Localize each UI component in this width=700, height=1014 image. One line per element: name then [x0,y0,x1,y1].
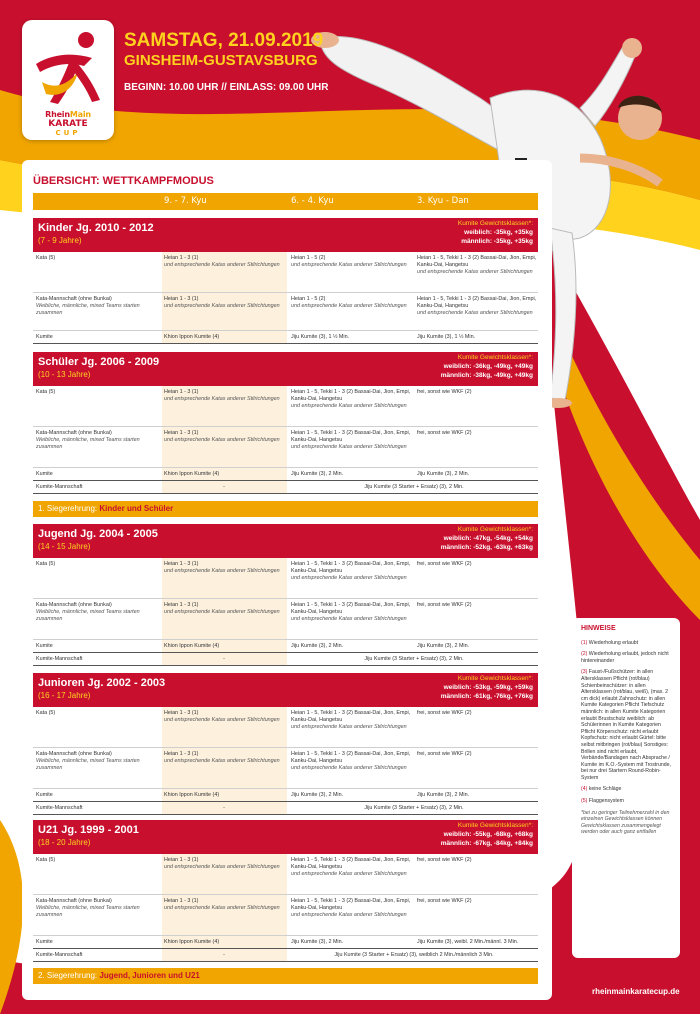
kyu-3-dan-cell: frei, sonst wie WKF (2) [417,898,472,904]
table-row [33,789,538,802]
weight-classes-male: männlich: -52kg, -63kg, +63kg [440,544,533,551]
team-kumite-row [33,802,538,815]
kyu-6-4-cell: Jiju Kumite (3), 2 Min. [291,471,344,477]
kyu-6-4-cell: Jiju Kumite (3), 2 Min. [291,643,344,649]
weight-classes-female: weiblich: -55kg, -68kg, +68kg [443,831,533,838]
kyu-9-7-cell: Heian 1 - 3 (1) und entsprechende Katas anderer Stilrichtungen [164,561,280,574]
kyu-9-7-cell: Khion Ippon Kumite (4) [164,792,220,798]
kyu-6-4-cell: Heian 1 - 5 (2) und entsprechende Katas anderer Stilrichtungen [291,296,407,309]
weight-classes-female: weiblich: -35kg, +35kg [464,229,533,236]
team-kumite-rule: Jiju Kumite (3 Starter + Ersatz) (3), 2 Min. [364,805,464,811]
ceremony-1: 1. Siegerehrung: Kinder und Schüler [33,501,538,517]
table-row [33,707,538,748]
overview-title: ÜBERSICHT: WETTKAMPFMODUS [33,175,214,187]
kyu-6-4-cell: Heian 1 - 5, Tekki 1 - 3 (2) Bassai-Dai, Jion, Empi, Kanku-Dai, Hangetsu und entsprechende Katas anderer Stilrichtungen [291,561,411,581]
kyu-6-4-cell: Heian 1 - 5, Tekki 1 - 3 (2) Bassai-Dai, Jion, Empi, Kanku-Dai, Hangetsu und entsprechende Katas anderer Stilrichtungen [291,857,411,877]
discipline-cell: Kumite-Mannschaft [36,952,83,958]
discipline-cell: Kata-Mannschaft (ohne Bunkai) Weibliche, männliche, mixed Teams starten zusammen [36,751,140,771]
discipline-cell: Kumite [36,643,53,649]
kyu-9-7-cell: Heian 1 - 3 (1) und entsprechende Katas anderer Stilrichtungen [164,898,280,911]
kyu-3-dan-cell: frei, sonst wie WKF (2) [417,561,472,567]
ceremony-1-groups: Kinder und Schüler [99,504,174,513]
table-row [33,854,538,895]
age-group-header [33,218,538,252]
age-group-name: Kinder Jg. 2010 - 2012 [38,222,154,234]
table-row [33,895,538,936]
age-group-block [33,524,538,666]
note-4: (4) keine Schläge [581,786,622,793]
discipline-cell: Kumite [36,939,53,945]
table-row [33,468,538,481]
level-col-3: 3. Kyu - Dan [417,196,469,206]
weight-classes-title: Kumite Gewichtsklassen*: [457,354,533,361]
discipline-cell: Kumite [36,334,53,340]
age-group-block [33,218,538,344]
kyu-3-dan-cell: frei, sonst wie WKF (2) [417,857,472,863]
discipline-cell: Kumite [36,792,53,798]
note-5: (5) Flaggensystem [581,798,624,805]
age-group-block [33,673,538,815]
team-kyu-9-7-cell: - [223,484,225,490]
age-group-age: (18 - 20 Jahre) [38,838,91,847]
age-group-age: (16 - 17 Jahre) [38,691,91,700]
kyu-3-dan-cell: Jiju Kumite (3), 2 Min. [417,643,470,649]
weight-classes-male: männlich: -61kg, -76kg, +76kg [440,693,533,700]
kyu-6-4-cell: Jiju Kumite (3), 2 Min. [291,792,344,798]
note-1: (1) Wiederholung erlaubt [581,639,639,646]
team-kumite-row [33,481,538,494]
kyu-3-dan-cell: Jiju Kumite (3), 1 ½ Min. [417,334,476,340]
kyu-3-dan-cell: Jiju Kumite (3), 2 Min. [417,792,470,798]
team-kyu-9-7-cell: - [223,656,225,662]
note-2: (2) Wiederholung erlaubt, jedoch nicht hintereinander [581,651,669,664]
kyu-9-7-cell: Heian 1 - 3 (1) und entsprechende Katas anderer Stilrichtungen [164,255,280,268]
kyu-9-7-cell: Heian 1 - 3 (1) und entsprechende Katas anderer Stilrichtungen [164,710,280,723]
team-kumite-rule: Jiju Kumite (3 Starter + Ersatz) (3), 2 Min. [364,484,464,490]
age-group-name: Schüler Jg. 2006 - 2009 [38,356,160,368]
weight-classes-male: männlich: -67kg, -84kg, +84kg [440,840,533,847]
team-kumite-row [33,653,538,666]
note-3: (3) Faust-/Fußschützer: in allen Altersklassen Pflicht (rot/blau) Schienbeinschützer: in allen Altersklassen (rot/blau, weiß), (max. 2 cm dick) erlaubt Zahnschutz: in allen Kumite Kategorien Pflicht Tiefschutz männlich: in allen Kumite Kategorien erlaubt Brustschutz weiblich: ab Schülerinnen in Kumite Kategorien Pflicht Körperschutz: nicht erlaubt Kopfschutz: nicht erlaubt Gürtel: bitte selbst mitbringen (rot/blau) Sonstiges: Brillen sind nicht erlaubt, Verbände/Bandagen nach Absprache / Kumite im K.O.-System mit Trostrunde, bei nur drei Startern Round-Robin-System [581,669,671,781]
table-row [33,252,538,293]
discipline-cell: Kata (5) [36,857,56,863]
table-row [33,936,538,949]
kyu-9-7-cell: Khion Ippon Kumite (4) [164,471,220,477]
weight-classes-female: weiblich: -36kg, -49kg, +49kg [443,363,533,370]
kyu-6-4-cell: Heian 1 - 5, Tekki 1 - 3 (2) Bassai-Dai, Jion, Empi, Kanku-Dai, Hangetsu und entsprechende Katas anderer Stilrichtungen [291,751,411,771]
weight-classes-female: weiblich: -53kg, -59kg, +59kg [443,684,533,691]
website-url[interactable]: rheinmainkaratecup.de [592,987,680,996]
weight-classes-female: weiblich: -47kg, -54kg, +54kg [443,535,533,542]
kyu-6-4-cell: Jiju Kumite (3), 1 ½ Min. [291,334,350,340]
note-footnote: *bei zu geringer Teilnehmerzahl in den einzelnen Gewichtsklassen können Gewichtsklassen zusammengelegt werden oder auch ganz entfallen [581,809,670,836]
kyu-6-4-cell: Heian 1 - 5, Tekki 1 - 3 (2) Bassai-Dai, Jion, Empi, Kanku-Dai, Hangetsu und entsprechende Katas anderer Stilrichtungen [291,710,411,730]
ceremony-2-groups: Jugend, Junioren und U21 [99,971,200,980]
age-group-age: (7 - 9 Jahre) [38,236,82,245]
event-date: SAMSTAG, 21.09.2019 [124,30,324,51]
discipline-cell: Kumite-Mannschaft [36,805,83,811]
logo-karate: KARATE [48,119,88,129]
logo-figure-icon [22,24,114,112]
age-group-header [33,524,538,558]
logo-rhein: Rhein [45,110,70,119]
kyu-6-4-cell: Heian 1 - 5, Tekki 1 - 3 (2) Bassai-Dai, Jion, Empi, Kanku-Dai, Hangetsu und entsprechende Katas anderer Stilrichtungen [291,602,411,622]
age-group-age: (10 - 13 Jahre) [38,370,91,379]
notes-title: HINWEISE [581,625,616,632]
kyu-6-4-cell: Heian 1 - 5, Tekki 1 - 3 (2) Bassai-Dai, Jion, Empi, Kanku-Dai, Hangetsu und entsprechende Katas anderer Stilrichtungen [291,898,411,918]
discipline-cell: Kata-Mannschaft (ohne Bunkai) Weibliche, männliche, mixed Teams starten zusammen [36,296,140,316]
age-group-age: (14 - 15 Jahre) [38,542,91,551]
kyu-9-7-cell: Heian 1 - 3 (1) und entsprechende Katas anderer Stilrichtungen [164,389,280,402]
notes-box [572,618,680,958]
discipline-cell: Kata (5) [36,561,56,567]
level-header-bar [33,193,538,210]
event-header [124,30,329,95]
kyu-6-4-cell: Jiju Kumite (3), 2 Min. [291,939,344,945]
kyu-9-7-cell: Heian 1 - 3 (1) und entsprechende Katas anderer Stilrichtungen [164,857,280,870]
age-group-header [33,820,538,854]
kyu-3-dan-cell: frei, sonst wie WKF (2) [417,751,472,757]
kyu-3-dan-cell: frei, sonst wie WKF (2) [417,430,472,436]
kyu-6-4-cell: Heian 1 - 5, Tekki 1 - 3 (2) Bassai-Dai, Jion, Empi, Kanku-Dai, Hangetsu und entsprechende Katas anderer Stilrichtungen [291,430,411,450]
weight-classes-title: Kumite Gewichtsklassen*: [457,822,533,829]
table-row [33,293,538,331]
kyu-3-dan-cell: frei, sonst wie WKF (2) [417,710,472,716]
kyu-3-dan-cell: Jiju Kumite (3), 2 Min. [417,471,470,477]
team-kumite-row [33,949,538,962]
kyu-6-4-cell: Heian 1 - 5 (2) und entsprechende Katas anderer Stilrichtungen [291,255,407,268]
discipline-cell: Kata-Mannschaft (ohne Bunkai) Weibliche, männliche, mixed Teams starten zusammen [36,898,140,918]
event-location: GINSHEIM-GUSTAVSBURG [124,52,318,69]
discipline-cell: Kata (5) [36,710,56,716]
age-group-header [33,352,538,386]
table-row [33,640,538,653]
weight-classes-male: männlich: -35kg, +35kg [461,238,533,245]
event-times: BEGINN: 10.00 UHR // EINLASS: 09.00 UHR [124,82,329,93]
weight-classes-title: Kumite Gewichtsklassen*: [457,220,533,227]
logo-cup: CUP [55,129,81,137]
age-group-name: Jugend Jg. 2004 - 2005 [38,528,158,540]
table-row [33,427,538,468]
logo-main: Main [69,110,91,119]
weight-classes-title: Kumite Gewichtsklassen*: [457,526,533,533]
kyu-9-7-cell: Heian 1 - 3 (1) und entsprechende Katas anderer Stilrichtungen [164,296,280,309]
table-row [33,331,538,344]
logo [22,20,114,140]
kyu-3-dan-cell: Heian 1 - 5, Tekki 1 - 3 (2) Bassai-Dai, Jion, Empi, Kanku-Dai, Hangetsu und entsprechende Katas anderer Stilrichtungen [417,296,537,316]
kyu-6-4-cell: Heian 1 - 5, Tekki 1 - 3 (2) Bassai-Dai, Jion, Empi, Kanku-Dai, Hangetsu und entsprechende Katas anderer Stilrichtungen [291,389,411,409]
team-kyu-9-7-cell: - [223,805,225,811]
kyu-3-dan-cell: Jiju Kumite (3), weibl. 2 Min./männl. 3 Min. [417,939,519,945]
discipline-cell: Kumite-Mannschaft [36,656,83,662]
team-kumite-rule: Jiju Kumite (3 Starter + Ersatz) (3), 2 Min. [364,656,464,662]
level-col-1: 9. - 7. Kyu [164,196,207,206]
table-row [33,748,538,789]
kyu-3-dan-cell: frei, sonst wie WKF (2) [417,389,472,395]
age-group-name: Junioren Jg. 2002 - 2003 [38,677,166,689]
age-group-block [33,352,538,494]
weight-classes-male: männlich: -38kg, -49kg, +49kg [440,372,533,379]
kyu-9-7-cell: Heian 1 - 3 (1) und entsprechende Katas anderer Stilrichtungen [164,751,280,764]
discipline-cell: Kata (5) [36,255,56,261]
kyu-9-7-cell: Khion Ippon Kumite (4) [164,643,220,649]
discipline-cell: Kata (5) [36,389,56,395]
discipline-cell: Kata-Mannschaft (ohne Bunkai) Weibliche, männliche, mixed Teams starten zusammen [36,430,140,450]
kyu-9-7-cell: Khion Ippon Kumite (4) [164,939,220,945]
age-group-block [33,820,538,962]
discipline-cell: Kata-Mannschaft (ohne Bunkai) Weibliche, männliche, mixed Teams starten zusammen [36,602,140,622]
age-group-name: U21 Jg. 1999 - 2001 [38,824,139,836]
level-col-2: 6. - 4. Kyu [291,196,334,206]
table-row [33,558,538,599]
kyu-3-dan-cell: Heian 1 - 5, Tekki 1 - 3 (2) Bassai-Dai, Jion, Empi, Kanku-Dai, Hangetsu und entsprechende Katas anderer Stilrichtungen [417,255,537,275]
table-row [33,386,538,427]
weight-classes-title: Kumite Gewichtsklassen*: [457,675,533,682]
ceremony-2: 2. Siegerehrung: Jugend, Junioren und U21 [33,968,538,984]
kyu-9-7-cell: Heian 1 - 3 (1) und entsprechende Katas anderer Stilrichtungen [164,430,280,443]
discipline-cell: Kumite-Mannschaft [36,484,83,490]
age-group-header [33,673,538,707]
kyu-9-7-cell: Khion Ippon Kumite (4) [164,334,220,340]
kyu-3-dan-cell: frei, sonst wie WKF (2) [417,602,472,608]
discipline-cell: Kumite [36,471,53,477]
kyu-9-7-cell: Heian 1 - 3 (1) und entsprechende Katas anderer Stilrichtungen [164,602,280,615]
team-kumite-rule: Jiju Kumite (3 Starter + Ersatz) (3), weiblich 2 Min./männlich 3 Min. [334,952,494,958]
table-row [33,599,538,640]
team-kyu-9-7-cell: - [223,952,225,958]
